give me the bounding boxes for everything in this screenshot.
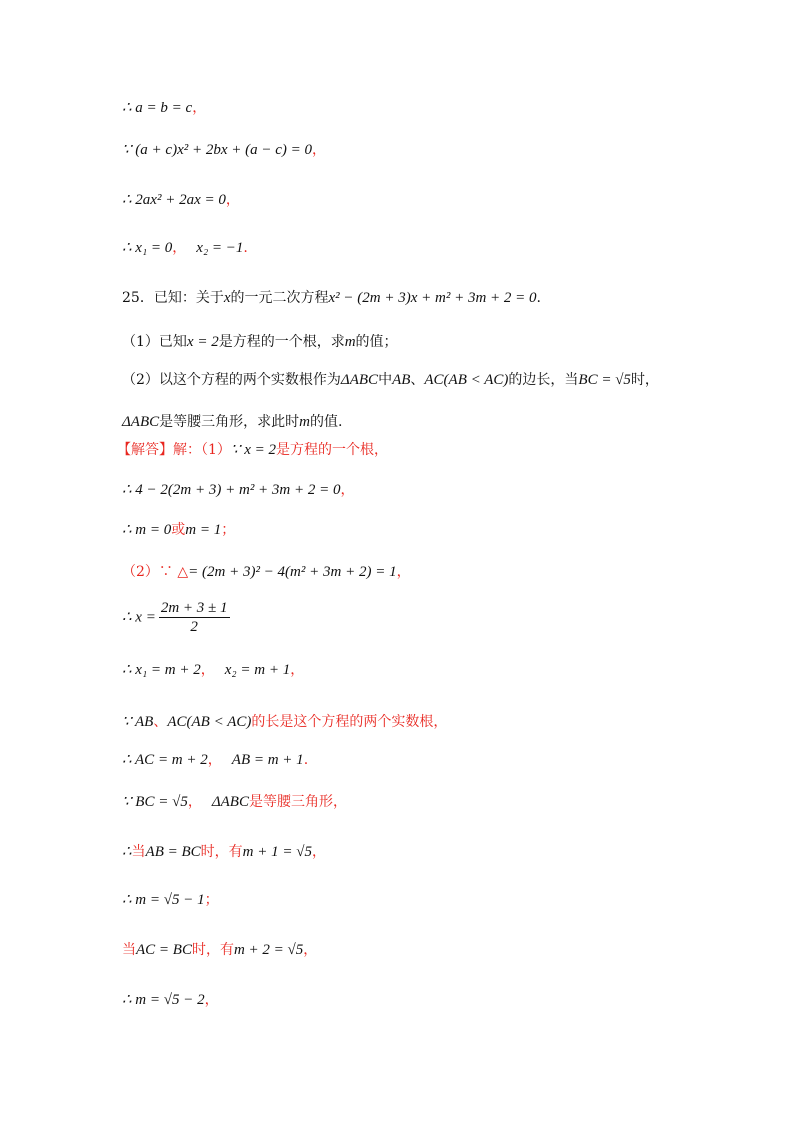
- math-expression: ΔABC: [122, 414, 160, 430]
- math-expression: AB = m + 1: [231, 752, 304, 768]
- math-expression: ΔABC: [340, 372, 379, 388]
- problem-text: 是方程的一个根，求: [218, 334, 345, 350]
- punctuation: ，: [290, 662, 305, 678]
- solution-line-7: [122, 712, 447, 732]
- punctuation: ，: [187, 794, 202, 810]
- math-expression: ∴: [122, 844, 132, 860]
- solution-part-label: （2）∵ △: [122, 564, 189, 580]
- problem-title: [122, 288, 541, 308]
- solution-line-11: [122, 890, 219, 910]
- math-expression: ∴ x₁ = m + 2: [122, 662, 201, 678]
- math-expression: ∴ 4 − 2(2m + 3) + m² + 3m + 2 = 0: [122, 482, 341, 498]
- solution-text: 当: [131, 844, 146, 860]
- math-expression: = (2m + 3)² − 4(m² + 3m + 2) = 1: [188, 564, 397, 580]
- solution-line-6: [122, 660, 304, 680]
- solution-part-label: 解：（1）: [173, 442, 231, 458]
- solution-line-9: [122, 792, 347, 812]
- math-expression: AC(AB < AC): [424, 372, 509, 388]
- punctuation: ，: [192, 100, 207, 116]
- problem-text: 中: [378, 372, 393, 388]
- problem-text: .: [536, 290, 541, 306]
- derivation-line-2: [122, 140, 326, 160]
- problem-text: 时，: [630, 372, 659, 388]
- math-expression: ∴ m = √5 − 1: [122, 892, 205, 908]
- math-expression: BC = √5: [578, 372, 631, 388]
- math-expression: ∴ x =: [122, 609, 156, 626]
- fraction-denominator: 2: [190, 619, 198, 635]
- problem-text: 、: [410, 372, 425, 388]
- punctuation: .: [303, 752, 309, 768]
- fraction-numerator: 2m + 3 ± 1: [160, 600, 228, 616]
- solution-line-10: [122, 842, 326, 862]
- punctuation: ，: [396, 564, 411, 580]
- problem-text: 是等腰三角形，求此时: [159, 414, 300, 430]
- solution-text: 时，有: [191, 942, 234, 958]
- math-expression: AB = BC: [145, 844, 201, 860]
- fraction: [159, 600, 230, 635]
- punctuation: ；: [204, 892, 219, 908]
- math-expression: x₂ = m + 1: [224, 662, 291, 678]
- math-expression: m + 2 = √5: [233, 942, 304, 958]
- problem-text: 的一元二次方程: [230, 290, 329, 306]
- solution-line-4: [122, 562, 411, 582]
- punctuation: ，: [303, 942, 318, 958]
- solution-text: 时，有: [200, 844, 243, 860]
- math-expression: ∴ x₁ = 0: [122, 240, 173, 256]
- math-expression: ∵ (a + c)x² + 2bx + (a − c) = 0: [122, 142, 313, 158]
- math-expression: ∵ AB: [122, 714, 154, 730]
- punctuation: ；: [221, 522, 236, 538]
- problem-part-2-cont: [122, 412, 342, 432]
- math-expression: ∵ x = 2: [230, 442, 276, 458]
- solution-line-8: [122, 750, 308, 770]
- punctuation: ，: [207, 752, 222, 768]
- math-expression: ∴ a = b = c: [122, 100, 193, 116]
- math-expression: AC(AB < AC): [167, 714, 252, 730]
- math-expression: AB: [392, 372, 411, 388]
- math-expression: m: [299, 414, 310, 430]
- punctuation: ，: [312, 142, 327, 158]
- math-expression: AC = BC: [136, 942, 192, 958]
- math-expression: ΔABC: [211, 794, 249, 810]
- math-expression: x: [223, 290, 231, 306]
- punctuation: ，: [172, 240, 187, 256]
- problem-part-2: [122, 370, 659, 390]
- solution-text: 的长是这个方程的两个实数根，: [251, 714, 448, 730]
- derivation-line-3: [122, 190, 240, 210]
- solution-header: [117, 440, 388, 460]
- math-expression: m + 1 = √5: [242, 844, 312, 860]
- punctuation: 、: [153, 714, 168, 730]
- solution-text: 当: [122, 942, 136, 958]
- math-expression: ∴ m = 0: [122, 522, 172, 538]
- solution-line-3: [122, 520, 235, 540]
- math-expression: m: [344, 334, 356, 350]
- problem-text: （1）已知: [122, 334, 187, 350]
- solution-line-5: [122, 600, 230, 635]
- math-expression: ∴ m = √5 − 2: [122, 992, 205, 1008]
- punctuation: ，: [200, 662, 215, 678]
- solution-line-12: [122, 940, 317, 960]
- math-expression: ∴ AC = m + 2: [122, 752, 208, 768]
- problem-part-1: [122, 332, 398, 352]
- punctuation: ，: [225, 192, 240, 208]
- math-expression: x = 2: [186, 334, 219, 350]
- problem-text: （2）以这个方程的两个实数根作为: [122, 372, 341, 388]
- math-expression: ∴ 2ax² + 2ax = 0: [122, 192, 226, 208]
- problem-text: 的值.: [309, 414, 343, 430]
- punctuation: ，: [204, 992, 219, 1008]
- problem-text: 的边长，当: [508, 372, 579, 388]
- solution-line-2: [122, 480, 355, 500]
- solution-text: 或: [171, 522, 186, 538]
- math-expression: x² − (2m + 3)x + m² + 3m + 2 = 0: [328, 290, 537, 306]
- punctuation: ，: [340, 482, 355, 498]
- math-expression: ∵ BC = √5: [122, 794, 188, 810]
- math-expression: m = 1: [185, 522, 222, 538]
- derivation-line-4: [122, 238, 248, 258]
- solution-text: 是方程的一个根，: [276, 442, 388, 458]
- math-expression: x₂ = −1: [196, 240, 244, 256]
- problem-number: 25．已知：关于: [122, 290, 224, 306]
- punctuation: .: [243, 240, 248, 256]
- problem-text: 的值；: [355, 334, 398, 350]
- punctuation: ，: [311, 844, 326, 860]
- derivation-line-1: [122, 98, 206, 118]
- solution-line-13: [122, 990, 219, 1010]
- solution-text: 是等腰三角形，: [248, 794, 347, 810]
- solution-label: 【解答】: [117, 442, 173, 458]
